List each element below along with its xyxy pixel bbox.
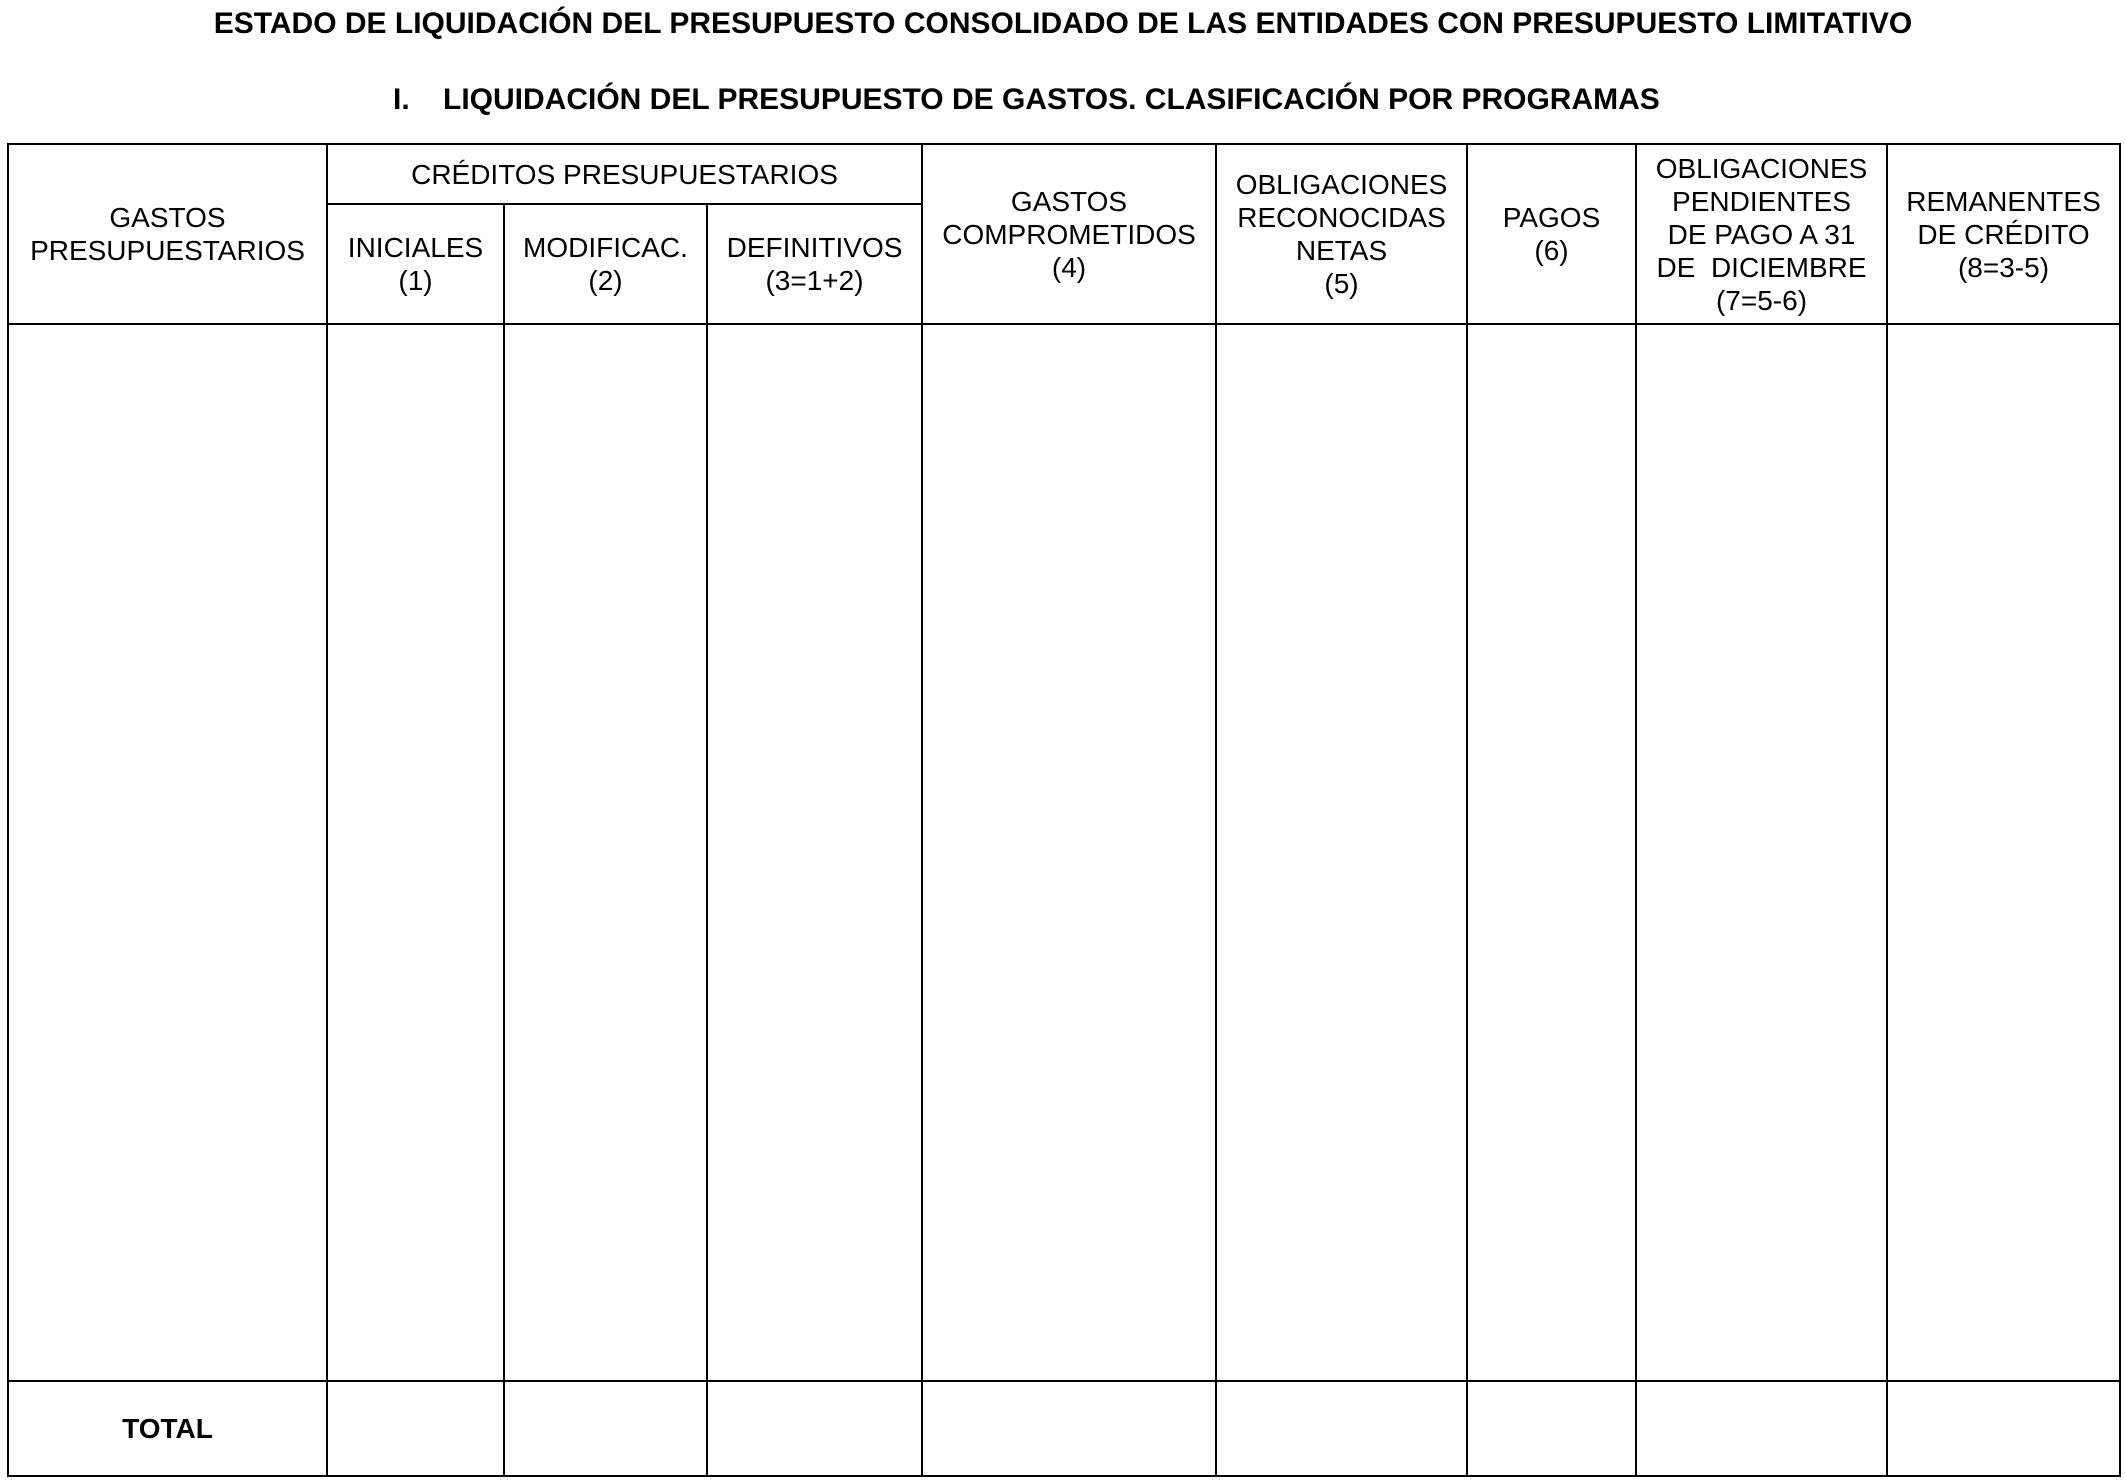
header-gastos-presupuestarios: GASTOS PRESUPUESTARIOS — [8, 144, 327, 324]
section-number: I. — [393, 83, 410, 116]
cell-pagos — [1467, 324, 1636, 1381]
section-heading-text: LIQUIDACIÓN DEL PRESUPUESTO DE GASTOS. CLASIFICACIÓN POR PROGRAMAS — [443, 83, 1660, 116]
header-pagos: PAGOS (6) — [1467, 144, 1636, 324]
cell-obligaciones-reconocidas — [1216, 324, 1467, 1381]
header-gastos-comprometidos: GASTOS COMPROMETIDOS (4) — [922, 144, 1216, 324]
total-pagos — [1467, 1381, 1636, 1476]
document-title: ESTADO DE LIQUIDACIÓN DEL PRESUPUESTO CONSOLIDADO DE LAS ENTIDADES CON PRESUPUESTO LIMITATIVO — [213, 7, 1913, 40]
total-remanentes — [1887, 1381, 2120, 1476]
header-creditos-presupuestarios: CRÉDITOS PRESUPUESTARIOS — [327, 144, 922, 204]
cell-obligaciones-pendientes — [1636, 324, 1887, 1381]
total-label: TOTAL — [8, 1381, 327, 1476]
total-iniciales — [327, 1381, 504, 1476]
header-modificac: MODIFICAC. (2) — [504, 204, 707, 324]
header-iniciales: INICIALES (1) — [327, 204, 504, 324]
table-body-row — [8, 324, 2120, 1381]
total-obligaciones-pendientes — [1636, 1381, 1887, 1476]
cell-comprometidos — [922, 324, 1216, 1381]
header-definitivos: DEFINITIVOS (3=1+2) — [707, 204, 922, 324]
cell-definitivos — [707, 324, 922, 1381]
header-obligaciones-reconocidas: OBLIGACIONES RECONOCIDAS NETAS (5) — [1216, 144, 1467, 324]
cell-iniciales — [327, 324, 504, 1381]
header-obligaciones-pendientes: OBLIGACIONES PENDIENTES DE PAGO A 31 DE DICIEMBRE (7=5-6) — [1636, 144, 1887, 324]
total-row — [8, 1381, 2120, 1476]
header-remanentes-de-credito: REMANENTES DE CRÉDITO (8=3-5) — [1887, 144, 2120, 324]
cell-remanentes — [1887, 324, 2120, 1381]
total-comprometidos — [922, 1381, 1216, 1476]
total-modificac — [504, 1381, 707, 1476]
total-obligaciones-reconocidas — [1216, 1381, 1467, 1476]
cell-modificac — [504, 324, 707, 1381]
cell-gastos — [8, 324, 327, 1381]
budget-liquidation-table — [7, 143, 2121, 1477]
total-definitivos — [707, 1381, 922, 1476]
section-heading — [393, 82, 1660, 118]
